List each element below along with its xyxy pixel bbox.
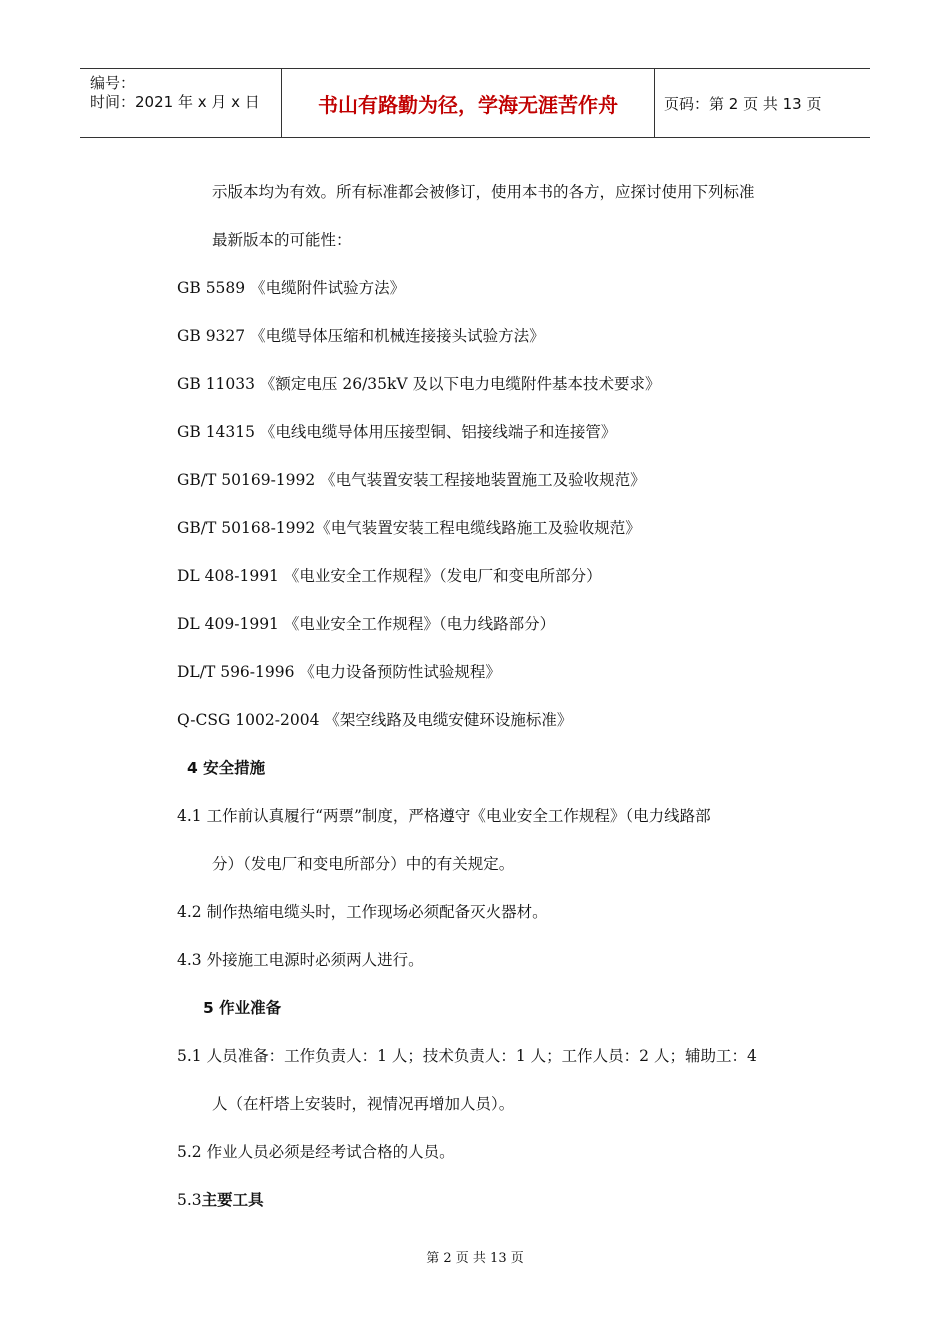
document-header <box>80 68 870 138</box>
standard-item: GB 5589 《电缆附件试验方法》 <box>177 279 406 297</box>
section-5-item: 5.2 作业人员必须是经考试合格的人员。 <box>177 1143 455 1161</box>
intro-line-1: 示版本均为有效。所有标准都会被修订，使用本书的各方，应探讨使用下列标准 <box>212 183 755 201</box>
section-5-item: 5.1 人员准备：工作负责人：1 人；技术负责人：1 人；工作人员：2 人；辅助工：4 <box>177 1047 757 1065</box>
section-4-item: 4.1 工作前认真履行“两票”制度，严格遵守《电业安全工作规程》（电力线路部 <box>177 807 711 825</box>
standard-item: GB 14315 《电线电缆导体用压接型铜、铝接线端子和连接管》 <box>177 423 617 441</box>
section-4-heading: 4 安全措施 <box>187 759 266 777</box>
section-4-item: 4.3 外接施工电源时必须两人进行。 <box>177 951 424 969</box>
section-5-3-heading: 主要工具 <box>201 1191 264 1209</box>
header-meta-cell <box>80 69 282 137</box>
section-4-item: 4.2 制作热缩电缆头时，工作现场必须配备灭火器材。 <box>177 903 548 921</box>
standard-item: DL/T 596-1996 《电力设备预防性试验规程》 <box>177 663 501 681</box>
standard-item: GB/T 50169-1992 《电气装置安装工程接地装置施工及验收规范》 <box>177 471 646 489</box>
section-5-item: 人（在杆塔上安装时，视情况再增加人员）。 <box>212 1095 515 1113</box>
standard-item: DL 408-1991 《电业安全工作规程》（发电厂和变电所部分） <box>177 567 602 585</box>
section-5-3-prefix: 5.3 <box>177 1191 202 1209</box>
header-page-info: 页码：第 2 页 共 13 页 <box>664 94 822 113</box>
standard-item: GB 9327 《电缆导体压缩和机械连接接头试验方法》 <box>177 327 545 345</box>
standard-item: GB/T 50168-1992《电气装置安装工程电缆线路施工及验收规范》 <box>177 519 641 537</box>
header-motto: 书山有路勤为径，学海无涯苦作舟 <box>282 69 655 137</box>
header-date-label: 时间：2021 年 x 月 x 日 <box>90 93 260 111</box>
header-number-label: 编号： <box>90 74 136 92</box>
page-footer: 第 2 页 共 13 页 <box>426 1251 524 1266</box>
standard-item: DL 409-1991 《电业安全工作规程》（电力线路部分） <box>177 615 556 633</box>
section-5-heading: 5 作业准备 <box>203 999 282 1017</box>
standard-item: GB 11033 《额定电压 26/35kV 及以下电力电缆附件基本技术要求》 <box>177 375 661 393</box>
standard-item: Q-CSG 1002-2004 《架空线路及电缆安健环设施标准》 <box>177 711 573 729</box>
section-4-item: 分）（发电厂和变电所部分）中的有关规定。 <box>212 855 515 873</box>
intro-line-2: 最新版本的可能性： <box>212 231 352 249</box>
section-5-3-line <box>177 1188 264 1210</box>
